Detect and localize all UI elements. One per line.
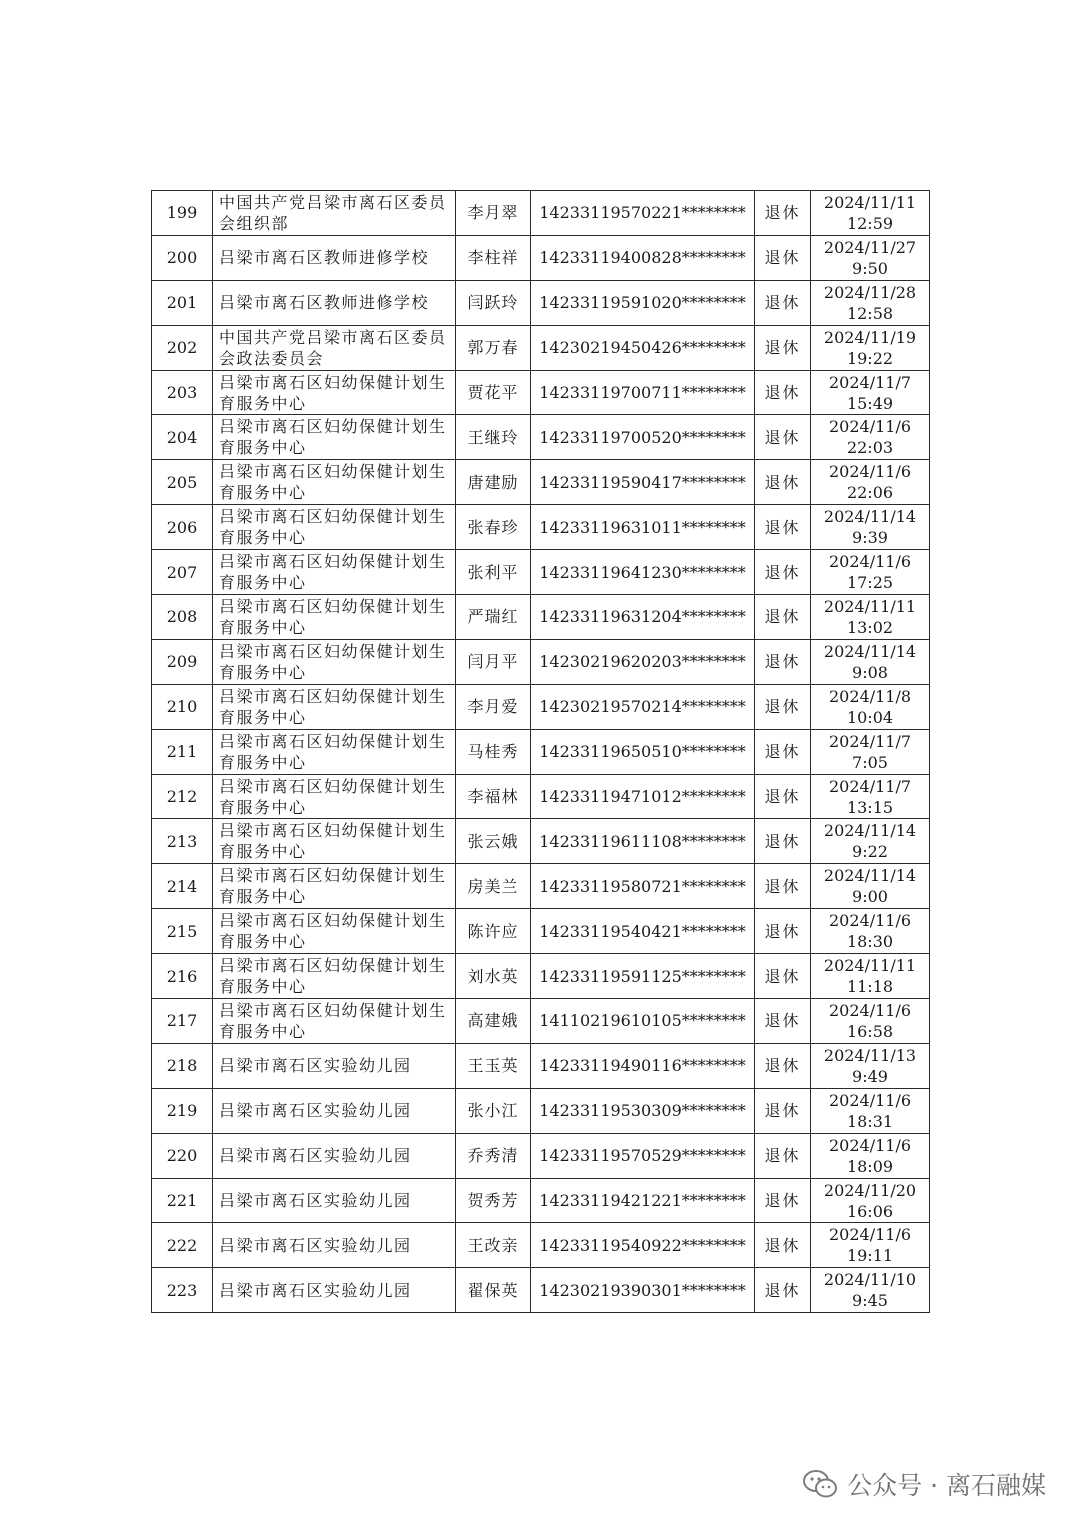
table-row	[152, 1178, 930, 1223]
row-date: 2024/11/6	[828, 911, 912, 931]
row-date: 2024/11/6	[828, 1090, 912, 1110]
row-number: 221	[152, 1178, 213, 1223]
row-datetime	[811, 1268, 930, 1313]
row-time: 17:25	[846, 573, 894, 593]
row-datetime	[811, 1178, 930, 1223]
row-date: 2024/11/6	[828, 417, 912, 437]
row-unit: 吕梁市离石区妇幼保健计划生育服务中心	[213, 460, 456, 505]
table-row	[152, 1133, 930, 1178]
row-number: 220	[152, 1133, 213, 1178]
row-time: 12:59	[846, 213, 894, 233]
row-date: 2024/11/6	[828, 1225, 912, 1245]
row-datetime	[811, 1088, 930, 1133]
row-type: 退休	[755, 909, 811, 954]
row-type: 退休	[755, 729, 811, 774]
row-date: 2024/11/7	[828, 372, 912, 392]
row-id-number: 14233119700520********	[531, 415, 755, 460]
row-name: 张利平	[456, 550, 531, 595]
table-row	[152, 415, 930, 460]
row-unit: 吕梁市离石区实验幼儿园	[213, 1133, 456, 1178]
row-id-number: 14233119611108********	[531, 819, 755, 864]
row-date: 2024/11/14	[823, 821, 917, 841]
row-datetime	[811, 999, 930, 1044]
row-datetime	[811, 280, 930, 325]
row-unit: 吕梁市离石区实验幼儿园	[213, 1223, 456, 1268]
row-datetime	[811, 595, 930, 640]
row-id-number: 14233119421221********	[531, 1178, 755, 1223]
row-number: 202	[152, 325, 213, 370]
row-name: 李月爱	[456, 684, 531, 729]
row-number: 200	[152, 235, 213, 280]
row-id-number: 14230219620203********	[531, 639, 755, 684]
row-date: 2024/11/6	[828, 462, 912, 482]
row-unit: 吕梁市离石区妇幼保健计划生育服务中心	[213, 774, 456, 819]
row-type: 退休	[755, 1043, 811, 1088]
row-number: 218	[152, 1043, 213, 1088]
row-time: 9:45	[852, 1291, 888, 1311]
row-id-number: 14233119540421********	[531, 909, 755, 954]
row-name: 唐建励	[456, 460, 531, 505]
row-time: 7:05	[852, 752, 888, 772]
table-row	[152, 191, 930, 236]
row-type: 退休	[755, 1178, 811, 1223]
row-type: 退休	[755, 1133, 811, 1178]
row-type: 退休	[755, 864, 811, 909]
row-id-number: 14233119700711********	[531, 370, 755, 415]
row-type: 退休	[755, 415, 811, 460]
row-name: 李月翠	[456, 191, 531, 236]
row-unit: 中国共产党吕梁市离石区委员会组织部	[213, 191, 456, 236]
row-datetime	[811, 460, 930, 505]
row-time: 9:00	[852, 887, 888, 907]
row-id-number: 14233119570221********	[531, 191, 755, 236]
row-date: 2024/11/6	[828, 552, 912, 572]
row-date: 2024/11/14	[823, 866, 917, 886]
row-time: 10:04	[846, 707, 894, 727]
row-id-number: 14233119490116********	[531, 1043, 755, 1088]
row-name: 马桂秀	[456, 729, 531, 774]
row-number: 212	[152, 774, 213, 819]
row-datetime	[811, 639, 930, 684]
row-time: 18:30	[846, 932, 894, 952]
row-time: 11:18	[846, 977, 894, 997]
row-date: 2024/11/14	[823, 641, 917, 661]
row-number: 214	[152, 864, 213, 909]
row-name: 贾花平	[456, 370, 531, 415]
row-unit: 吕梁市离石区实验幼儿园	[213, 1268, 456, 1313]
row-number: 215	[152, 909, 213, 954]
row-date: 2024/11/20	[823, 1180, 917, 1200]
row-id-number: 14233119590417********	[531, 460, 755, 505]
row-type: 退休	[755, 999, 811, 1044]
table-row	[152, 505, 930, 550]
row-date: 2024/11/7	[828, 776, 912, 796]
row-unit: 吕梁市离石区妇幼保健计划生育服务中心	[213, 819, 456, 864]
row-name: 闫月平	[456, 639, 531, 684]
row-date: 2024/11/6	[828, 1000, 912, 1020]
row-unit: 吕梁市离石区妇幼保健计划生育服务中心	[213, 595, 456, 640]
row-time: 12:58	[846, 303, 894, 323]
row-unit: 吕梁市离石区妇幼保健计划生育服务中心	[213, 729, 456, 774]
row-id-number: 14233119591020********	[531, 280, 755, 325]
row-time: 13:02	[846, 617, 894, 637]
row-number: 203	[152, 370, 213, 415]
table-row	[152, 460, 930, 505]
table-row	[152, 325, 930, 370]
row-name: 房美兰	[456, 864, 531, 909]
row-date: 2024/11/28	[823, 282, 917, 302]
table-row	[152, 280, 930, 325]
row-date: 2024/11/19	[823, 327, 917, 347]
table-row	[152, 235, 930, 280]
row-datetime	[811, 505, 930, 550]
row-unit: 吕梁市离石区教师进修学校	[213, 280, 456, 325]
row-time: 9:39	[852, 528, 888, 548]
row-datetime	[811, 191, 930, 236]
row-name: 翟保英	[456, 1268, 531, 1313]
row-unit: 吕梁市离石区妇幼保健计划生育服务中心	[213, 550, 456, 595]
row-id-number: 14233119471012********	[531, 774, 755, 819]
table-row	[152, 909, 930, 954]
row-type: 退休	[755, 550, 811, 595]
row-date: 2024/11/13	[823, 1045, 917, 1065]
row-date: 2024/11/10	[823, 1270, 917, 1290]
row-number: 208	[152, 595, 213, 640]
row-type: 退休	[755, 1223, 811, 1268]
row-number: 207	[152, 550, 213, 595]
records-table	[151, 190, 930, 1313]
row-id-number: 14233119540922********	[531, 1223, 755, 1268]
wechat-icon	[803, 1469, 837, 1499]
row-date: 2024/11/11	[823, 192, 917, 212]
row-name: 李福林	[456, 774, 531, 819]
row-name: 乔秀清	[456, 1133, 531, 1178]
row-id-number: 14233119650510********	[531, 729, 755, 774]
row-unit: 吕梁市离石区妇幼保健计划生育服务中心	[213, 639, 456, 684]
table-row	[152, 595, 930, 640]
watermark-text: 公众号 · 离石融媒	[847, 1471, 1046, 1500]
row-unit: 吕梁市离石区妇幼保健计划生育服务中心	[213, 684, 456, 729]
row-type: 退休	[755, 595, 811, 640]
row-unit: 吕梁市离石区妇幼保健计划生育服务中心	[213, 954, 456, 999]
row-time: 13:15	[846, 797, 894, 817]
row-id-number: 14230219450426********	[531, 325, 755, 370]
row-datetime	[811, 954, 930, 999]
table-row	[152, 954, 930, 999]
row-id-number: 14233119641230********	[531, 550, 755, 595]
row-datetime	[811, 235, 930, 280]
table-row	[152, 999, 930, 1044]
table-row	[152, 550, 930, 595]
row-type: 退休	[755, 370, 811, 415]
row-unit: 吕梁市离石区妇幼保健计划生育服务中心	[213, 864, 456, 909]
row-type: 退休	[755, 325, 811, 370]
row-number: 199	[152, 191, 213, 236]
row-name: 王继玲	[456, 415, 531, 460]
row-unit: 吕梁市离石区教师进修学校	[213, 235, 456, 280]
row-number: 217	[152, 999, 213, 1044]
row-name: 闫跃玲	[456, 280, 531, 325]
row-number: 211	[152, 729, 213, 774]
row-unit: 吕梁市离石区实验幼儿园	[213, 1043, 456, 1088]
row-number: 213	[152, 819, 213, 864]
table-row	[152, 774, 930, 819]
row-id-number: 14110219610105********	[531, 999, 755, 1044]
row-time: 9:08	[852, 662, 888, 682]
row-unit: 吕梁市离石区妇幼保健计划生育服务中心	[213, 370, 456, 415]
row-name: 贺秀芳	[456, 1178, 531, 1223]
row-number: 216	[152, 954, 213, 999]
row-datetime	[811, 1043, 930, 1088]
row-id-number: 14230219570214********	[531, 684, 755, 729]
row-number: 205	[152, 460, 213, 505]
row-type: 退休	[755, 954, 811, 999]
row-datetime	[811, 1223, 930, 1268]
row-name: 张春珍	[456, 505, 531, 550]
table-row	[152, 729, 930, 774]
row-datetime	[811, 819, 930, 864]
row-date: 2024/11/27	[823, 237, 917, 257]
row-datetime	[811, 1133, 930, 1178]
row-type: 退休	[755, 639, 811, 684]
table-row	[152, 1043, 930, 1088]
row-unit: 吕梁市离石区妇幼保健计划生育服务中心	[213, 909, 456, 954]
row-name: 严瑞红	[456, 595, 531, 640]
row-name: 刘水英	[456, 954, 531, 999]
row-datetime	[811, 415, 930, 460]
row-id-number: 14233119580721********	[531, 864, 755, 909]
row-name: 王改亲	[456, 1223, 531, 1268]
row-datetime	[811, 909, 930, 954]
watermark	[803, 1464, 1046, 1504]
row-time: 18:31	[846, 1111, 894, 1131]
row-type: 退休	[755, 280, 811, 325]
row-datetime	[811, 729, 930, 774]
row-type: 退休	[755, 774, 811, 819]
row-id-number: 14233119400828********	[531, 235, 755, 280]
row-id-number: 14233119570529********	[531, 1133, 755, 1178]
row-name: 高建娥	[456, 999, 531, 1044]
row-type: 退休	[755, 1088, 811, 1133]
row-date: 2024/11/11	[823, 956, 917, 976]
row-type: 退休	[755, 235, 811, 280]
row-datetime	[811, 325, 930, 370]
table-row	[152, 684, 930, 729]
row-unit: 吕梁市离石区妇幼保健计划生育服务中心	[213, 505, 456, 550]
row-time: 16:58	[846, 1021, 894, 1041]
row-type: 退休	[755, 684, 811, 729]
row-time: 22:03	[846, 438, 894, 458]
row-datetime	[811, 864, 930, 909]
row-date: 2024/11/7	[828, 731, 912, 751]
row-id-number: 14230219390301********	[531, 1268, 755, 1313]
row-id-number: 14233119631011********	[531, 505, 755, 550]
row-date: 2024/11/8	[828, 686, 912, 706]
row-time: 22:06	[846, 483, 894, 503]
row-id-number: 14233119631204********	[531, 595, 755, 640]
row-id-number: 14233119530309********	[531, 1088, 755, 1133]
row-type: 退休	[755, 819, 811, 864]
row-datetime	[811, 370, 930, 415]
row-number: 201	[152, 280, 213, 325]
row-type: 退休	[755, 191, 811, 236]
row-time: 16:06	[846, 1201, 894, 1221]
row-time: 19:11	[846, 1246, 894, 1266]
row-datetime	[811, 774, 930, 819]
row-time: 9:49	[852, 1066, 888, 1086]
row-name: 张云娥	[456, 819, 531, 864]
row-number: 219	[152, 1088, 213, 1133]
row-unit: 吕梁市离石区妇幼保健计划生育服务中心	[213, 999, 456, 1044]
row-datetime	[811, 550, 930, 595]
row-number: 210	[152, 684, 213, 729]
row-type: 退休	[755, 460, 811, 505]
row-unit: 吕梁市离石区实验幼儿园	[213, 1178, 456, 1223]
row-datetime	[811, 684, 930, 729]
row-time: 9:22	[852, 842, 888, 862]
row-number: 204	[152, 415, 213, 460]
row-time: 18:09	[846, 1156, 894, 1176]
table-row	[152, 1223, 930, 1268]
row-id-number: 14233119591125********	[531, 954, 755, 999]
row-number: 222	[152, 1223, 213, 1268]
row-type: 退休	[755, 505, 811, 550]
row-name: 陈许应	[456, 909, 531, 954]
row-time: 15:49	[846, 393, 894, 413]
records-table-body	[152, 191, 930, 1313]
table-row	[152, 864, 930, 909]
table-row	[152, 819, 930, 864]
row-unit: 中国共产党吕梁市离石区委员会政法委员会	[213, 325, 456, 370]
table-row	[152, 1088, 930, 1133]
row-date: 2024/11/11	[823, 596, 917, 616]
row-number: 209	[152, 639, 213, 684]
row-name: 王玉英	[456, 1043, 531, 1088]
table-row	[152, 1268, 930, 1313]
row-name: 郭万春	[456, 325, 531, 370]
row-number: 206	[152, 505, 213, 550]
row-date: 2024/11/6	[828, 1135, 912, 1155]
row-name: 李柱祥	[456, 235, 531, 280]
row-type: 退休	[755, 1268, 811, 1313]
row-time: 9:50	[852, 258, 888, 278]
row-name: 张小江	[456, 1088, 531, 1133]
row-unit: 吕梁市离石区妇幼保健计划生育服务中心	[213, 415, 456, 460]
row-unit: 吕梁市离石区实验幼儿园	[213, 1088, 456, 1133]
table-row	[152, 370, 930, 415]
row-date: 2024/11/14	[823, 507, 917, 527]
table-row	[152, 639, 930, 684]
row-number: 223	[152, 1268, 213, 1313]
row-time: 19:22	[846, 348, 894, 368]
